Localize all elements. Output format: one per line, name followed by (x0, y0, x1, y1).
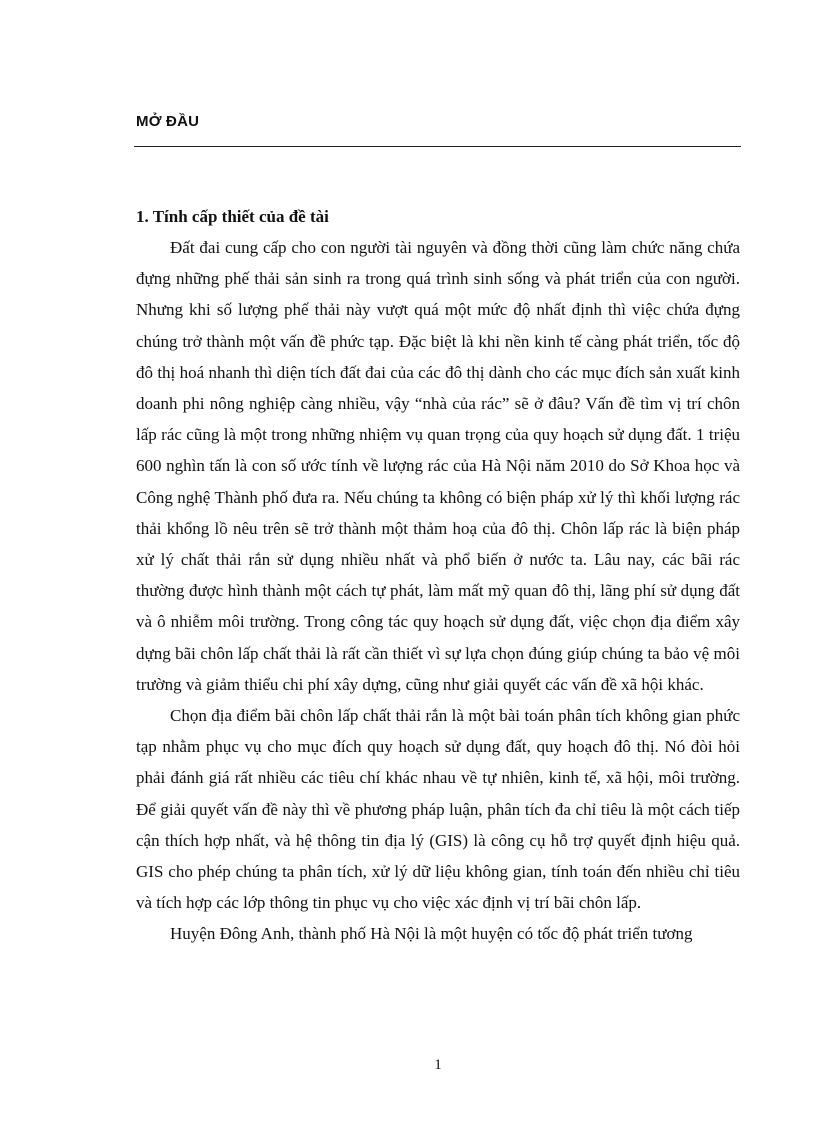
paragraph: Đất đai cung cấp cho con người tài nguyên và đồng thời cũng làm chức năng chứa đựng những phế thải sản sinh ra trong quá trình sinh sống và phát triển của con người. Nhưng khi số lượng phế thải này vượt quá một mức độ nhất định thì việc chứa đựng chúng trở thành một vấn đề phức tạp. Đặc biệt là khi nền kinh tế càng phát triển, tốc độ đô thị hoá nhanh thì diện tích đất đai của các đô thị dành cho các mục đích sản xuất kinh doanh phi nông nghiệp càng nhiều, vậy “nhà của rác” sẽ ở đâu? Vấn đề tìm vị trí chôn lấp rác cũng là một trong những nhiệm vụ quan trọng của quy hoạch sử dụng đất. 1 triệu 600 nghìn tấn là con số ước tính về lượng rác của Hà Nội năm 2010 do Sở Khoa học và Công nghệ Thành phố đưa ra. Nếu chúng ta không có biện pháp xử lý thì khối lượng rác thải khổng lồ nêu trên sẽ trở thành một thảm hoạ của đô thị. Chôn lấp rác là biện pháp xử lý chất thải rắn sử dụng nhiều nhất và phổ biến ở nước ta. Lâu nay, các bãi rác thường được hình thành một cách tự phát, làm mất mỹ quan đô thị, lãng phí sử dụng đất và ô nhiễm môi trường. Trong công tác quy hoạch sử dụng đất, việc chọn địa điểm xây dựng bãi chôn lấp chất thải là rất cần thiết vì sự lựa chọn đúng giúp chúng ta bảo vệ môi trường và giảm thiểu chi phí xây dựng, cũng như giải quyết các vấn đề xã hội khác. (136, 238, 740, 694)
header-divider (134, 146, 741, 147)
chapter-title: MỞ ĐẦU (136, 113, 200, 130)
body-text (136, 232, 740, 950)
section-heading: 1. Tính cấp thiết của đề tài (136, 207, 329, 226)
paragraph: Huyện Đông Anh, thành phố Hà Nội là một huyện có tốc độ phát triển tương (170, 924, 693, 944)
page-number: 1 (434, 1057, 442, 1073)
paragraph: Chọn địa điểm bãi chôn lấp chất thải rắn là một bài toán phân tích không gian phức tạp nhằm phục vụ cho mục đích quy hoạch sử dụng đất, quy hoạch đô thị. Nó đòi hỏi phải đánh giá rất nhiều các tiêu chí khác nhau về tự nhiên, kinh tế, xã hội, môi trường. Để giải quyết vấn đề này thì về phương pháp luận, phân tích đa chỉ tiêu là một cách tiếp cận thích hợp nhất, và hệ thông tin địa lý (GIS) là công cụ hỗ trợ quyết định hiệu quả. GIS cho phép chúng ta phân tích, xử lý dữ liệu không gian, tính toán đến nhiều chỉ tiêu và tích hợp các lớp thông tin phục vụ cho việc xác định vị trí bãi chôn lấp. (136, 706, 740, 913)
